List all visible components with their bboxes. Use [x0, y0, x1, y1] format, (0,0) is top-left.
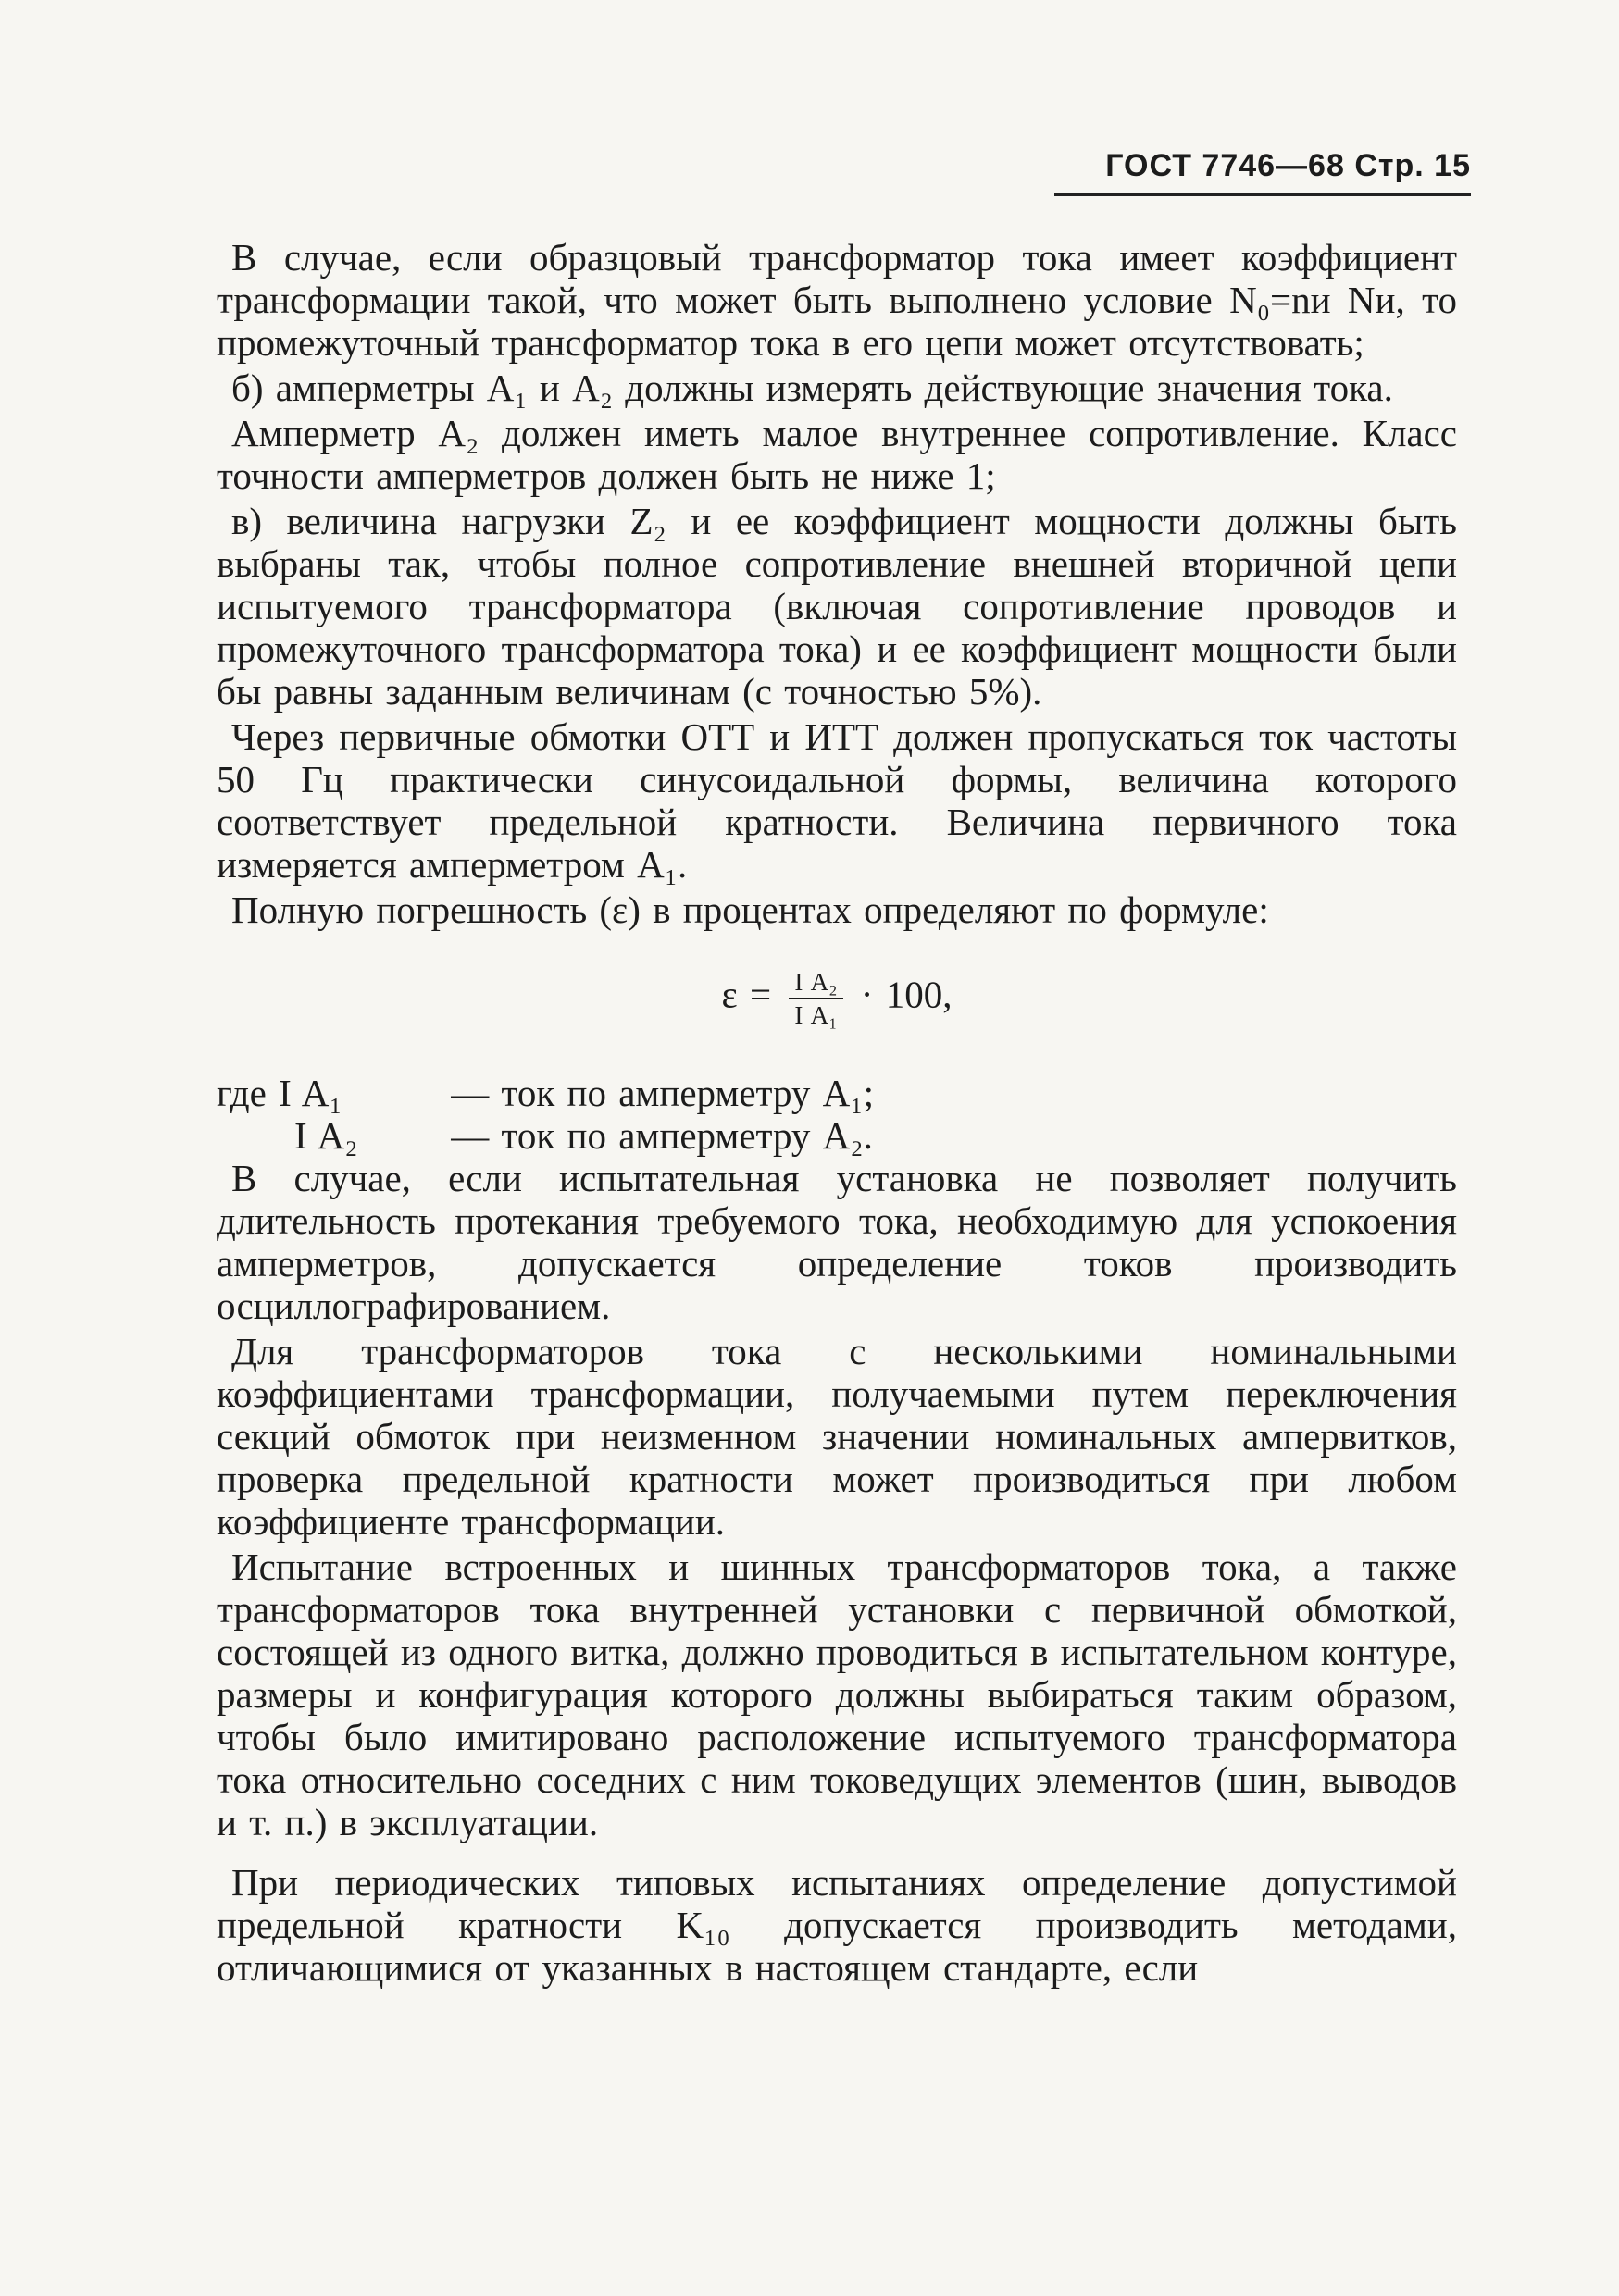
- legend-row-2: [217, 1114, 1457, 1157]
- paragraph-5: Через первичные обмотки ОТТ и ИТТ должен пропускаться ток частоты 50 Гц практически синусоидальной формы, величина которого соответствует предельной кратности. Величина первичного тока измеряется амперметром A₁.: [217, 715, 1457, 886]
- formula-numerator: I A₂: [789, 968, 842, 999]
- page-header: ГОСТ 7746—68 Стр. 15: [1054, 148, 1471, 196]
- formula-rhs: · 100,: [860, 973, 953, 1016]
- legend-row-2-label: I A₂: [294, 1114, 358, 1157]
- error-formula: [217, 968, 1457, 1029]
- document-body: [217, 236, 1457, 1992]
- paragraph-4: в) величина нагрузки Z₂ и ее коэффициент мощности должны быть выбраны так, чтобы полное сопротивление внешней вторичной цепи испытуемого трансформатора (включая сопротивление проводов и промежуточного трансформатора тока) и ее коэффициент мощности были бы равны заданным величинам (с точностью 5%).: [217, 500, 1457, 713]
- formula-lhs: ε =: [721, 973, 772, 1016]
- legend-row-2-text: — ток по амперметру A₂.: [451, 1114, 873, 1157]
- paragraph-8: Для трансформаторов тока с несколькими номинальными коэффициентами трансформации, получаемыми путем переключения секций обмоток при неизменном значении номинальных ампервитков, проверка предельной кратности может производиться при любом коэффициенте трансформации.: [217, 1330, 1457, 1543]
- legend-row-1-text: — ток по амперметру A₁;: [451, 1072, 874, 1114]
- paragraph-7: В случае, если испытательная установка не позволяет получить длительность протекания требуемого тока, необходимую для успокоения амперметров, допускается определение токов производить осциллографированием.: [217, 1157, 1457, 1327]
- paragraph-2: б) амперметры A₁ и A₂ должны измерять действующие значения тока.: [231, 366, 1393, 409]
- formula-fraction: [789, 968, 842, 1029]
- paragraph-gap: [217, 1846, 1457, 1861]
- paragraph-6: Полную погрешность (ε) в процентах определяют по формуле:: [231, 888, 1269, 931]
- legend-row-1: [217, 1072, 1457, 1114]
- paragraph-9: Испытание встроенных и шинных трансформаторов тока, а также трансформаторов тока внутренней установки с первичной обмоткой, состоящей из одного витка, должно проводиться в испытательном контуре, размеры и конфигурация которого должны выбираться таким образом, чтобы было имитировано расположение испытуемого трансформатора тока относительно соседних с ним токоведущих элементов (шин, выводов и т. п.) в эксплуатации.: [217, 1545, 1457, 1843]
- legend-row-1-label: где I A₁: [217, 1072, 342, 1114]
- formula-denominator: I A₁: [794, 1001, 838, 1029]
- formula-legend: [217, 1072, 1457, 1157]
- paragraph-1: В случае, если образцовый трансформатор тока имеет коэффициент трансформации такой, что может быть выполнено условие N₀=nи Nи, то промежуточный трансформатор тока в его цепи может отсутствовать;: [217, 236, 1457, 364]
- paragraph-3: Амперметр A₂ должен иметь малое внутреннее сопротивление. Класс точности амперметров должен быть не ниже 1;: [217, 412, 1457, 497]
- paragraph-10: При периодических типовых испытаниях определение допустимой предельной кратности K₁₀ допускается производить методами, отличающимися от указанных в настоящем стандарте, если: [217, 1861, 1457, 1989]
